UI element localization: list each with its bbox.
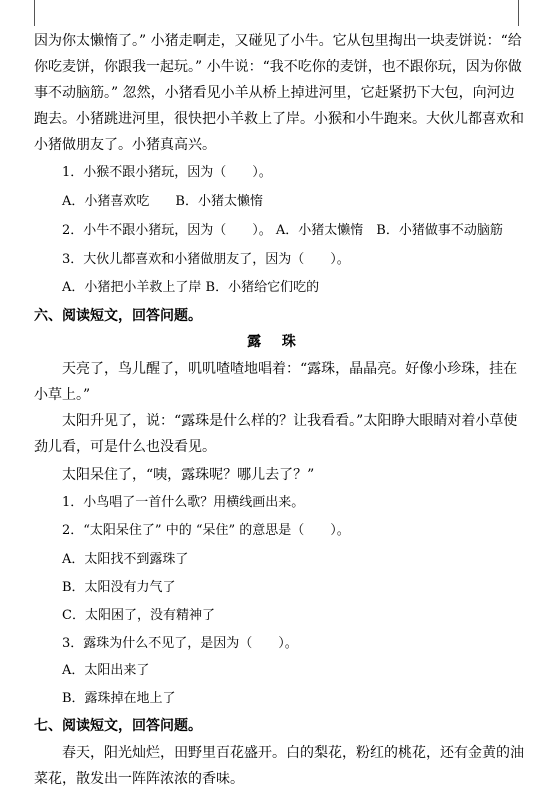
passage-line: 太阳呆住了，“咦，露珠呢？哪儿去了？” xyxy=(62,467,315,483)
question-2: 2．小牛不跟小猪玩，因为（ ）。 A．小猪太懒惰 B．小猪做事不动脑筋 xyxy=(62,223,503,238)
passage-line: 菜花，散发出一阵阵浓浓的香味。 xyxy=(34,771,244,787)
option-a: A．太阳找不到露珠了 xyxy=(62,552,189,567)
question-1: 1．小猴不跟小猪玩，因为（ ）。 xyxy=(62,165,272,180)
passage-line: 天亮了，鸟儿醒了，叽叽喳喳地唱着：“露珠，晶晶亮。好像小珍珠，挂在 xyxy=(62,361,518,377)
passage-line: 劲儿看，可是什么也没看见。 xyxy=(34,439,216,455)
question-1: 1．小鸟唱了一首什么歌？用横线画出来。 xyxy=(62,495,305,510)
passage-line: 跑去。小猪跳进河里，很快把小羊救上了岸。小猴和小牛跑来。大伙儿都喜欢和 xyxy=(34,111,524,127)
option-c: C．太阳困了，没有精神了 xyxy=(62,608,215,623)
question-2: 2．“太阳呆住了” 中的 “呆住” 的意思是（ ）。 xyxy=(62,523,350,538)
passage-line: 春天，阳光灿烂，田野里百花盛开。白的梨花，粉红的桃花，还有金黄的油 xyxy=(62,745,524,761)
question-3: 3．大伙儿都喜欢和小猪做朋友了，因为（ ）。 xyxy=(62,252,350,267)
passage-line: 太阳升见了，说：“露珠是什么样的？让我看看。”太阳睁大眼睛对着小草使 xyxy=(62,413,518,429)
margin-guide-right xyxy=(518,0,519,26)
option-a: A．太阳出来了 xyxy=(62,663,150,678)
margin-guide-left xyxy=(34,0,35,26)
passage-line: 小猪做朋友了。小猪真高兴。 xyxy=(34,137,216,153)
option-b: B．露珠掉在地上了 xyxy=(62,691,176,706)
passage-line: 因为你太懒惰了。” 小猪走啊走，又碰见了小牛。它从包里掏出一块麦饼说：“给 xyxy=(34,33,522,49)
passage-title: 露 珠 xyxy=(247,334,304,350)
section-seven-heading: 七、阅读短文，回答问题。 xyxy=(34,718,202,734)
passage-line: 事不动脑筋。” 忽然，小猪看见小羊从桥上掉进河里，它赶紧扔下大包，向河边 xyxy=(34,85,515,101)
option-line: A．小猪喜欢吃 B．小猪太懒惰 xyxy=(62,194,263,209)
option-line: A．小猪把小羊救上了岸 B．小猪给它们吃的 xyxy=(62,280,320,295)
question-3: 3．露珠为什么不见了，是因为（ ）。 xyxy=(62,636,298,651)
passage-line: 你吃麦饼，你跟我一起玩。” 小牛说：“我不吃你的麦饼，也不跟你玩，因为你做 xyxy=(34,59,522,75)
section-six-heading: 六、阅读短文，回答问题。 xyxy=(34,308,202,324)
option-b: B．太阳没有力气了 xyxy=(62,580,176,595)
passage-line: 小草上。” xyxy=(34,387,91,403)
